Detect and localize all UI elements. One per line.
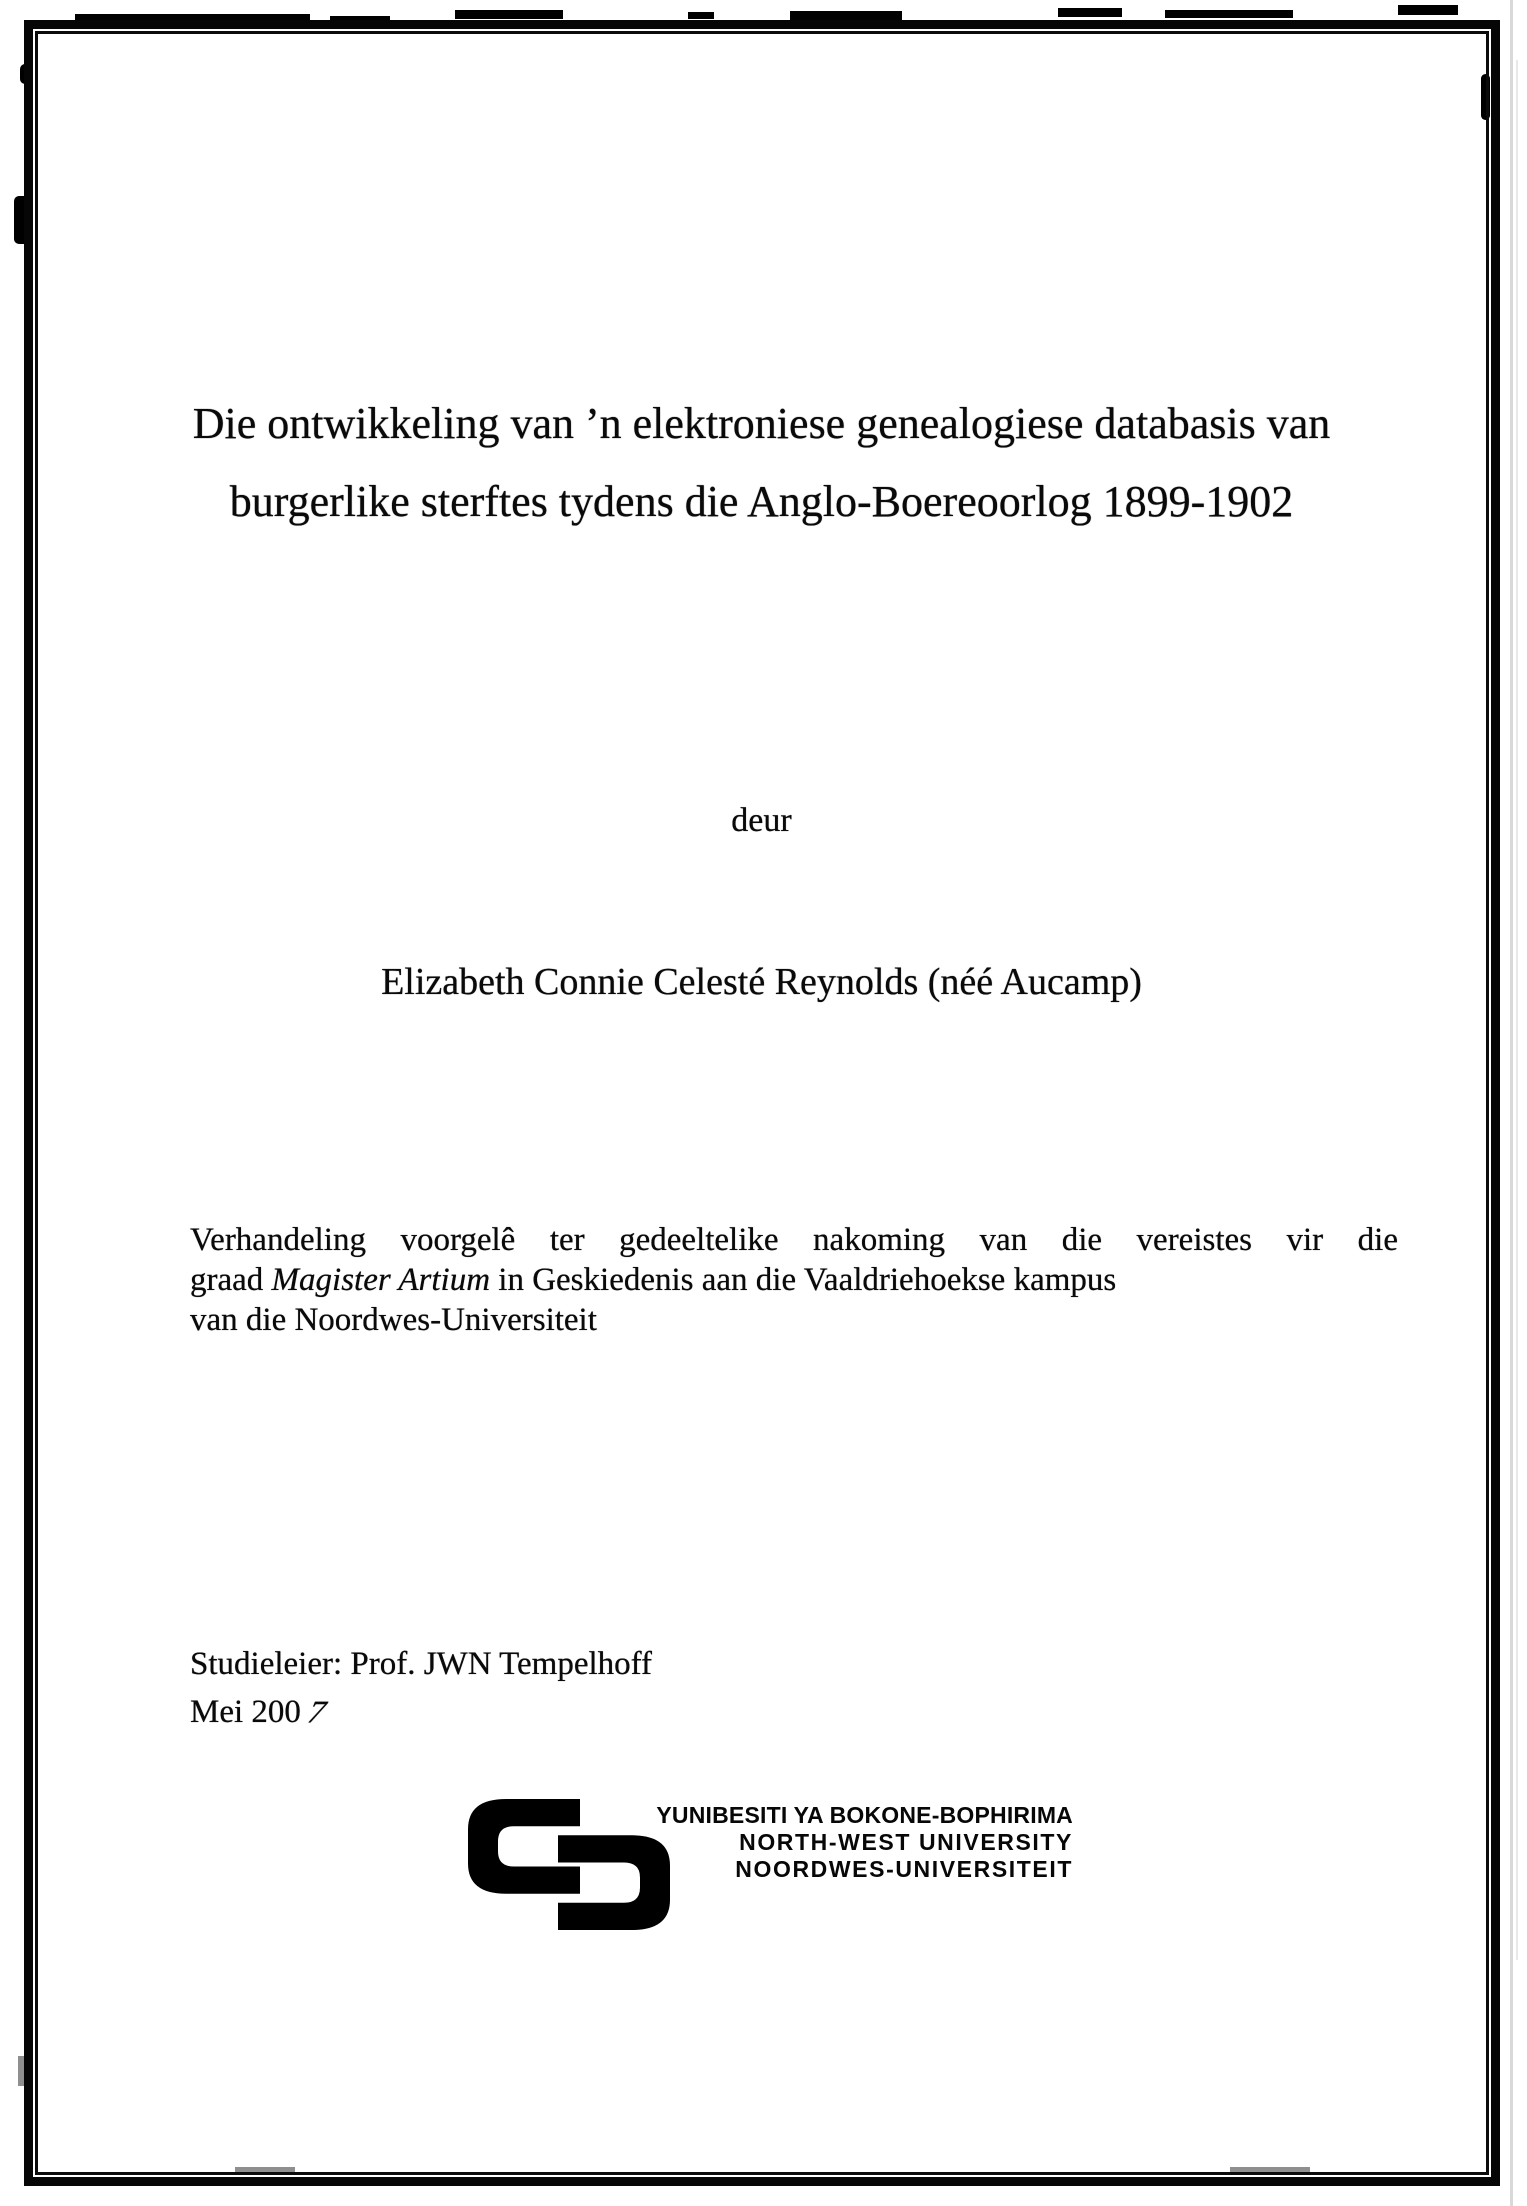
date-last-digit: 7 <box>301 1695 332 1731</box>
scan-artifact <box>1165 10 1293 18</box>
statement-line2-pre: graad <box>190 1262 272 1298</box>
date-prefix: Mei 200 <box>190 1694 301 1730</box>
degree-name: Magister Artium <box>271 1262 491 1298</box>
scan-artifact <box>1516 60 1518 1960</box>
scan-artifact <box>1398 5 1458 15</box>
supervisor-line: Studieleier: Prof. JWN Tempelhoff <box>190 1646 653 1682</box>
author-name: Elizabeth Connie Celesté Reynolds (néé Aucamp) <box>381 961 1142 1003</box>
scan-artifact <box>688 12 714 19</box>
university-logo-text <box>656 1802 1073 1883</box>
logo-line-english: NORTH-WEST UNIVERSITY <box>739 1829 1073 1855</box>
date-line <box>190 1694 332 1731</box>
thesis-title-line2: burgerlike sterftes tydens die Anglo-Boereoorlog 1899-1902 <box>229 477 1294 526</box>
logo-line-afrikaans: NOORDWES-UNIVERSITEIT <box>735 1856 1073 1882</box>
statement-line3: van die Noordwes-Universiteit <box>190 1302 597 1338</box>
nwu-logo-mark <box>468 1799 670 1930</box>
byline-label: deur <box>731 802 792 839</box>
scan-artifact <box>790 11 902 20</box>
scan-artifact <box>1058 8 1122 17</box>
statement-line1: Verhandeling voorgelê ter gedeeltelike nakoming van die vereistes vir die <box>190 1222 1398 1258</box>
statement-line2 <box>190 1260 1398 1300</box>
logo-line-setswana: YUNIBESITI YA BOKONE-BOPHIRIMA <box>656 1802 1073 1828</box>
statement-line2-post: in Geskiedenis aan die Vaaldriehoekse kampus <box>490 1262 1117 1298</box>
scan-artifact <box>1510 0 1513 2206</box>
thesis-title-line1: Die ontwikkeling van ’n elektroniese genealogiese databasis van <box>192 399 1331 448</box>
thesis-statement <box>190 1220 1398 1340</box>
scan-artifact <box>455 10 563 19</box>
thesis-title <box>36 398 1487 528</box>
